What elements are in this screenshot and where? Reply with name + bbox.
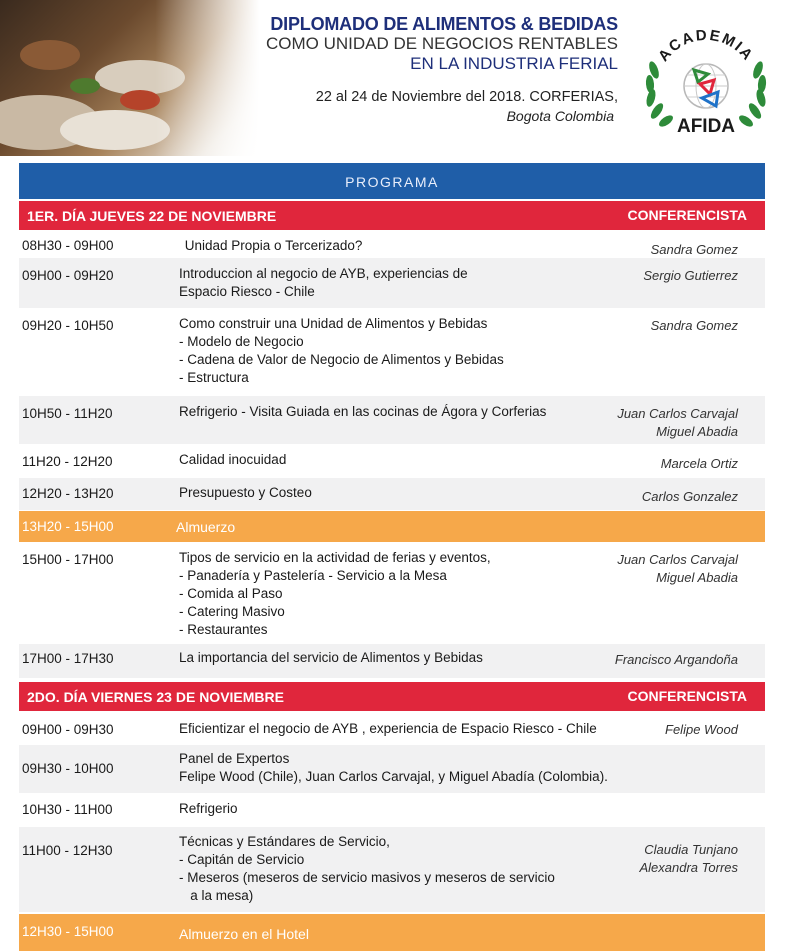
title-line-1: DIPLOMADO DE ALIMENTOS & BEDIDAS <box>270 14 618 34</box>
day2-header <box>19 682 765 711</box>
title-block <box>258 14 618 126</box>
day2-speaker-header: CONFERENCISTA <box>627 688 747 704</box>
table-row <box>19 396 765 444</box>
event-dates: 22 al 24 de Noviembre del 2018. CORFERIAS, <box>315 89 618 105</box>
table-row <box>19 793 765 827</box>
row-topic: Técnicas y Estándares de Servicio, - Capitán de Servicio - Meseros (meseros de servicio masivos y meseros de servicio a la mesa) <box>179 834 555 903</box>
row-speaker: Carlos Gonzalez <box>641 489 738 504</box>
table-row <box>19 232 765 258</box>
table-row <box>19 478 765 510</box>
day1-speaker-header: CONFERENCISTA <box>627 207 747 223</box>
row-time: 10H30 - 11H00 <box>22 802 113 817</box>
row-topic: Presupuesto y Costeo <box>179 485 312 500</box>
row-speaker: Francisco Argandoña <box>614 652 738 667</box>
row-topic: Almuerzo <box>176 519 236 535</box>
row-topic: Como construir una Unidad de Alimentos y Bebidas - Modelo de Negocio - Cadena de Valor de Negocio de Alimentos y Bebidas - Estructura <box>179 316 504 385</box>
table-row <box>19 644 765 678</box>
day2-label: 2DO. DÍA VIERNES 23 DE NOVIEMBRE <box>27 689 284 705</box>
table-row <box>19 745 765 793</box>
row-speaker: Felipe Wood <box>665 722 738 737</box>
lunch-row <box>19 511 765 542</box>
row-topic: Refrigerio - Visita Guiada en las cocinas de Ágora y Corferias <box>179 404 547 419</box>
row-time: 17H00 - 17H30 <box>22 651 114 666</box>
row-speaker: Sergio Gutierrez <box>643 268 738 283</box>
event-location: Bogota Colombia <box>506 108 614 124</box>
row-time: 11H00 - 12H30 <box>22 843 113 858</box>
row-time: 09H30 - 10H00 <box>22 761 114 776</box>
row-topic: Introduccion al negocio de AYB, experiencias de Espacio Riesco - Chile <box>179 266 468 299</box>
row-speaker: Sandra Gomez <box>650 318 738 333</box>
row-topic: Unidad Propia o Tercerizado? <box>181 238 363 253</box>
row-speaker: Marcela Ortiz <box>660 456 738 471</box>
row-topic: Calidad inocuidad <box>179 452 287 467</box>
row-time: 09H00 - 09H20 <box>22 268 114 283</box>
lunch-row <box>19 914 765 951</box>
row-speaker: Juan Carlos Carvajal Miguel Abadia <box>617 552 738 585</box>
row-time: 09H20 - 10H50 <box>22 318 114 333</box>
row-speaker: Sandra Gomez <box>650 242 738 257</box>
svg-text:AFIDA: AFIDA <box>676 116 736 137</box>
row-topic: Eficientizar el negocio de AYB , experiencia de Espacio Riesco - Chile <box>179 721 597 736</box>
row-time: 08H30 - 09H00 <box>22 238 114 253</box>
row-topic: La importancia del servicio de Alimentos y Bebidas <box>179 650 483 665</box>
table-row <box>19 542 765 644</box>
row-topic: Refrigerio <box>179 801 238 816</box>
program-header: PROGRAMA <box>19 163 765 199</box>
table-row <box>19 308 765 396</box>
day1-header <box>19 201 765 230</box>
afida-logo <box>636 18 776 140</box>
row-time: 12H30 - 15H00 <box>22 924 114 939</box>
svg-text:ACADEMIA: ACADEMIA <box>654 26 758 65</box>
title-line-3: EN LA INDUSTRIA FERIAL <box>410 54 618 73</box>
row-speaker: Juan Carlos Carvajal Miguel Abadia <box>617 406 738 439</box>
row-time: 09H00 - 09H30 <box>22 722 114 737</box>
row-time: 11H20 - 12H20 <box>22 454 113 469</box>
row-time: 12H20 - 13H20 <box>22 486 114 501</box>
buffet-photo <box>0 0 265 156</box>
title-line-2: COMO UNIDAD DE NEGOCIOS RENTABLES <box>265 34 618 53</box>
row-time: 13H20 - 15H00 <box>22 519 114 534</box>
table-row <box>19 258 765 308</box>
table-row <box>19 444 765 478</box>
row-time: 15H00 - 17H00 <box>22 552 114 567</box>
row-speaker: Claudia Tunjano Alexandra Torres <box>639 842 738 875</box>
day1-label: 1ER. DÍA JUEVES 22 DE NOVIEMBRE <box>27 208 277 224</box>
header <box>0 0 792 158</box>
row-topic: Almuerzo en el Hotel <box>179 926 309 942</box>
row-time: 10H50 - 11H20 <box>22 406 113 421</box>
row-topic: Tipos de servicio en la actividad de ferias y eventos, - Panadería y Pastelería - Servicio a la Mesa - Comida al Paso - Catering Masivo - Restaurantes <box>179 550 491 637</box>
table-row <box>19 713 765 745</box>
table-row <box>19 827 765 912</box>
row-topic: Panel de Expertos Felipe Wood (Chile), Juan Carlos Carvajal, y Miguel Abadía (Colombia). <box>179 751 608 784</box>
